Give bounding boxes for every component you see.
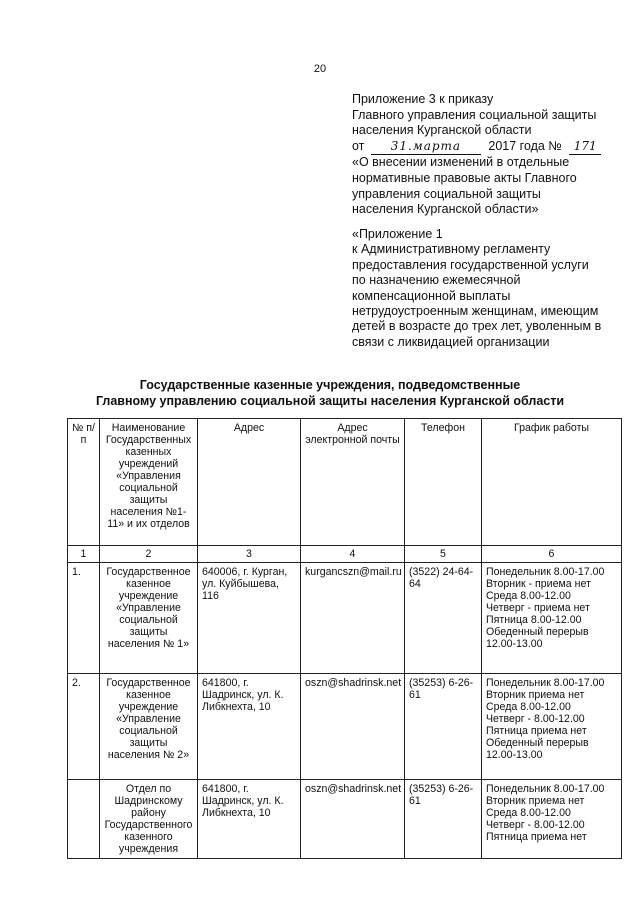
title-line2: Главному управлению социальной защиты населения Курганской области: [95, 394, 565, 408]
column-number: 4: [301, 546, 405, 563]
schedule-line: Четверг - 8.00-12.00: [486, 819, 585, 831]
schedule-line: Понедельник 8.00-17.00: [486, 677, 605, 689]
table-row: [68, 563, 622, 674]
table-header-row: [68, 419, 622, 546]
appendix3-line3: населения Курганской области: [352, 123, 532, 138]
header-address: Адрес: [198, 419, 301, 546]
schedule-line: Вторник - приема нет: [486, 578, 591, 590]
row-num: [68, 780, 100, 859]
row-email: oszn@shadrinsk.net: [301, 674, 405, 780]
appendix1-line: детей в возрасте до трех лет, уволенным в: [352, 319, 602, 334]
appendix3-line2: Главного управления социальной защиты: [352, 107, 597, 122]
row-num: 1.: [68, 563, 100, 674]
row-phone: (35253) 6-26-61: [405, 780, 482, 859]
row-address: 641800, г. Шадринск, ул. К. Либкнехта, 10: [198, 780, 301, 859]
column-number-row: [68, 546, 622, 563]
schedule-line: Пятница приема нет: [486, 831, 587, 843]
row-phone: (35253) 6-26-61: [405, 674, 482, 780]
appendix3-line6: нормативные правовые акты Главного: [352, 170, 577, 185]
header-phone: Телефон: [405, 419, 482, 546]
appendix1-line: по назначению ежемесячной: [352, 273, 521, 288]
table-row: [68, 674, 622, 780]
institutions-table: [67, 418, 622, 859]
row-schedule: [482, 674, 622, 780]
row-schedule: [482, 563, 622, 674]
row-name: Отдел по Шадринскому району Государственного казенного учреждения: [100, 780, 198, 859]
header-num: № п/п: [68, 419, 100, 546]
row-address: 641800, г. Шадринск, ул. К. Либкнехта, 10: [198, 674, 301, 780]
row-phone: (3522) 24-64-64: [405, 563, 482, 674]
schedule-line: Вторник приема нет: [486, 689, 585, 701]
header-email: Адрес электронной почты: [301, 419, 405, 546]
column-number: 3: [198, 546, 301, 563]
appendix-3-header: [352, 92, 622, 218]
column-number: 1: [68, 546, 100, 563]
date-prefix: от: [352, 138, 365, 153]
header-schedule: График работы: [482, 419, 622, 546]
row-email: kurgancszn@mail.ru: [301, 563, 405, 674]
year-text: 2017 года №: [488, 138, 562, 153]
page-number: 20: [313, 63, 327, 75]
table-row: [68, 780, 622, 859]
schedule-line: Четверг - приема нет: [486, 602, 590, 614]
schedule-line: Среда 8.00-12.00: [486, 701, 571, 713]
handwritten-date: 31.марта: [371, 139, 481, 156]
appendix3-line1: Приложение 3 к приказу: [352, 92, 494, 106]
row-email: oszn@shadrinsk.net: [301, 780, 405, 859]
appendix1-line: к Административному регламенту: [352, 242, 551, 257]
appendix3-line8: населения Курганской области»: [352, 202, 539, 217]
appendix3-line7: управления социальной защиты: [352, 186, 541, 201]
row-schedule: [482, 780, 622, 859]
schedule-line: Обеденный перерыв 12.00-13.00: [486, 626, 589, 650]
schedule-line: Пятница 8.00-12.00: [486, 614, 582, 626]
appendix1-line: компенсационной выплаты: [352, 288, 511, 303]
column-number: 6: [482, 546, 622, 563]
title-line1: Государственные казенные учреждения, подведомственные: [139, 378, 521, 392]
appendix1-line: предоставления государственной услуги: [352, 257, 589, 272]
row-num: 2.: [68, 674, 100, 780]
schedule-line: Понедельник 8.00-17.00: [486, 783, 605, 795]
document-title: [60, 377, 600, 409]
header-name: Наименование Государственных казенных учреждений «Управления социальной защиты населения №1-11» и их отделов: [100, 419, 198, 546]
appendix-1-header: [352, 227, 622, 350]
schedule-line: Среда 8.00-12.00: [486, 590, 571, 602]
schedule-line: Пятница приема нет: [486, 725, 587, 737]
schedule-line: Понедельник 8.00-17.00: [486, 566, 605, 578]
row-name: Государственное казенное учреждение «Управление социальной защиты населения № 2»: [100, 674, 198, 780]
column-number: 5: [405, 546, 482, 563]
row-address: 640006, г. Курган, ул. Куйбышева, 116: [198, 563, 301, 674]
schedule-line: Среда 8.00-12.00: [486, 807, 571, 819]
appendix3-date-line: [352, 139, 622, 156]
schedule-line: Обеденный перерыв 12.00-13.00: [486, 737, 589, 761]
schedule-line: Вторник приема нет: [486, 795, 585, 807]
column-number: 2: [100, 546, 198, 563]
handwritten-order-number: 171: [569, 139, 601, 156]
appendix1-line: «Приложение 1: [352, 227, 443, 241]
schedule-line: Четверг - 8.00-12.00: [486, 713, 585, 725]
appendix1-line: нетрудоустроенным женщинам, имеющим: [352, 304, 599, 319]
row-name: Государственное казенное учреждение «Управление социальной защиты населения № 1»: [100, 563, 198, 674]
appendix3-line5: «О внесении изменений в отдельные: [352, 155, 570, 170]
appendix1-line: связи с ликвидацией организации: [352, 334, 550, 349]
